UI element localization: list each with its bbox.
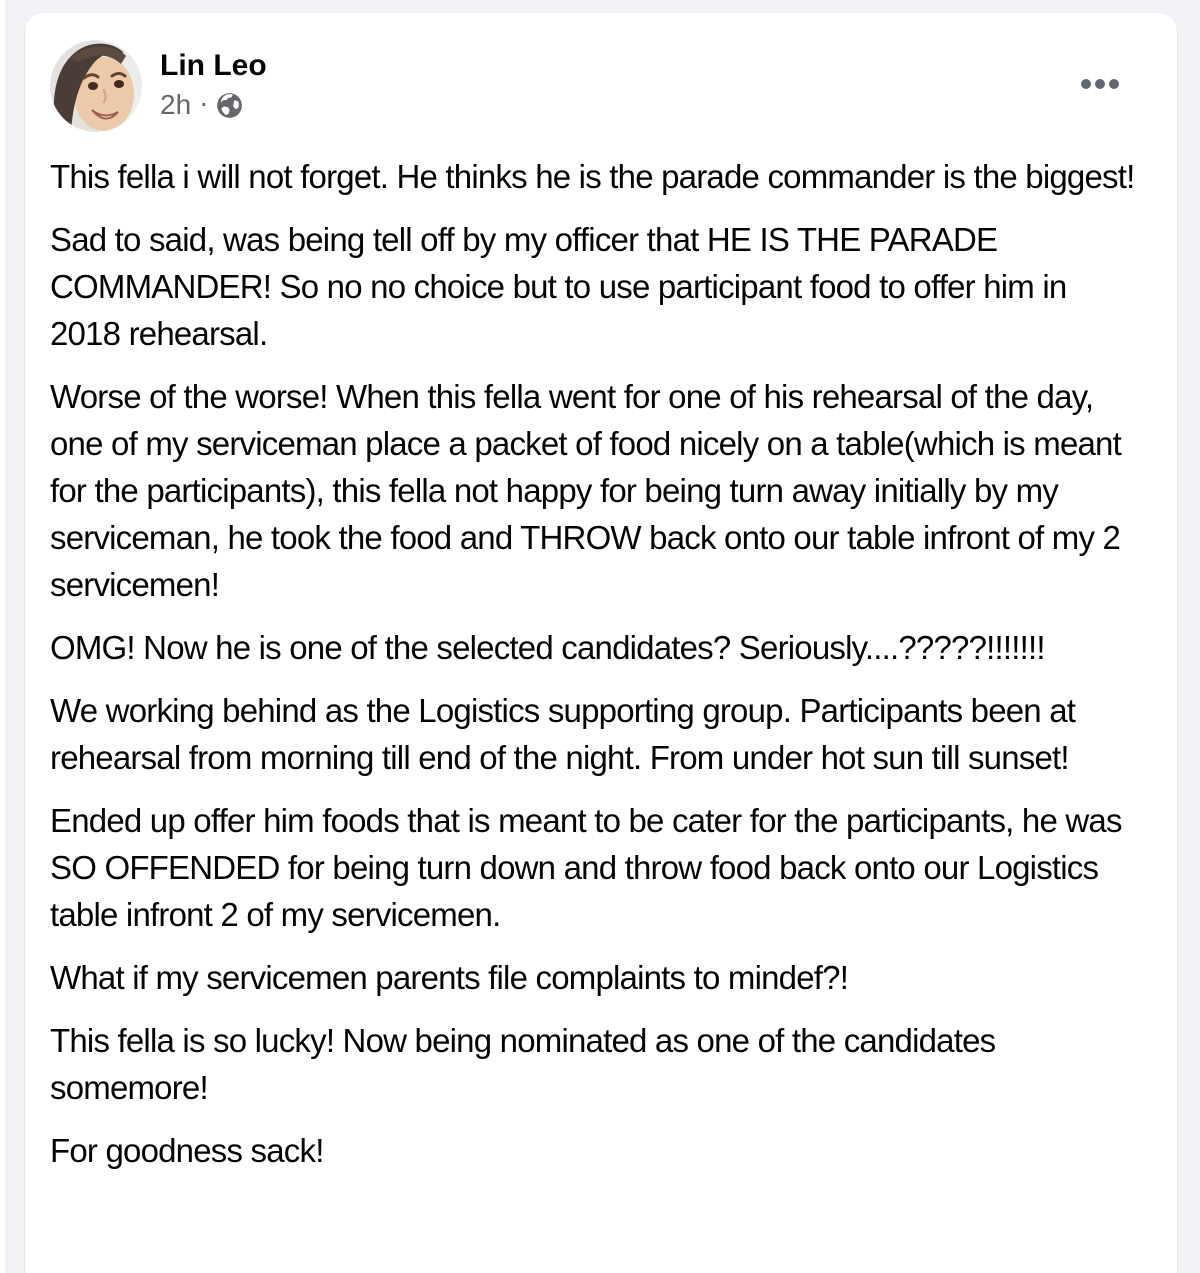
avatar[interactable] bbox=[50, 40, 142, 132]
post-card bbox=[25, 13, 1177, 1273]
timestamp: 2h bbox=[160, 89, 192, 120]
post-meta-link[interactable] bbox=[160, 89, 267, 121]
author-name-link[interactable]: Lin Leo bbox=[160, 49, 267, 82]
meta-separator: · bbox=[199, 87, 209, 118]
post-paragraph: What if my servicemen parents file complaints to mindef?! bbox=[50, 959, 849, 996]
post-paragraph: Ended up offer him foods that is meant to be cater for the participants, he was SO OFFENDED for being turn down and throw food back onto our Logistics table infront 2 of my servicemen. bbox=[50, 802, 1122, 933]
post-paragraph: OMG! Now he is one of the selected candidates? Seriously....?????!!!!!!! bbox=[50, 629, 1045, 666]
ellipsis-icon bbox=[1081, 79, 1091, 89]
post-text bbox=[25, 132, 1177, 1174]
ellipsis-icon bbox=[1109, 79, 1119, 89]
profile-photo-graphic bbox=[50, 40, 142, 132]
post-paragraph: We working behind as the Logistics supporting group. Participants been at rehearsal from morning till end of the night. From under hot sun till sunset! bbox=[50, 692, 1076, 776]
post-paragraph: This fella i will not forget. He thinks he is the parade commander is the biggest! bbox=[50, 158, 1135, 195]
author-block bbox=[160, 40, 267, 121]
post-header bbox=[25, 13, 1177, 132]
post-menu-button[interactable] bbox=[1071, 65, 1129, 103]
post-paragraph: For goodness sack! bbox=[50, 1132, 324, 1169]
post-paragraph: This fella is so lucky! Now being nominated as one of the candidates somemore! bbox=[50, 1022, 996, 1106]
page-left-gutter bbox=[0, 0, 5, 1273]
globe-icon bbox=[216, 92, 243, 119]
post-paragraph: Sad to said, was being tell off by my officer that HE IS THE PARADE COMMANDER! So no no choice but to use participant food to offer him in 2018 rehearsal. bbox=[50, 221, 1067, 352]
ellipsis-icon bbox=[1095, 79, 1105, 89]
post-paragraph: Worse of the worse! When this fella went for one of his rehearsal of the day, one of my serviceman place a packet of food nicely on a table(which is meant for the participants), this fella not happy for being turn away initially by my serviceman, he took the food and THROW back onto our table infront of my 2 servicemen! bbox=[50, 378, 1121, 603]
